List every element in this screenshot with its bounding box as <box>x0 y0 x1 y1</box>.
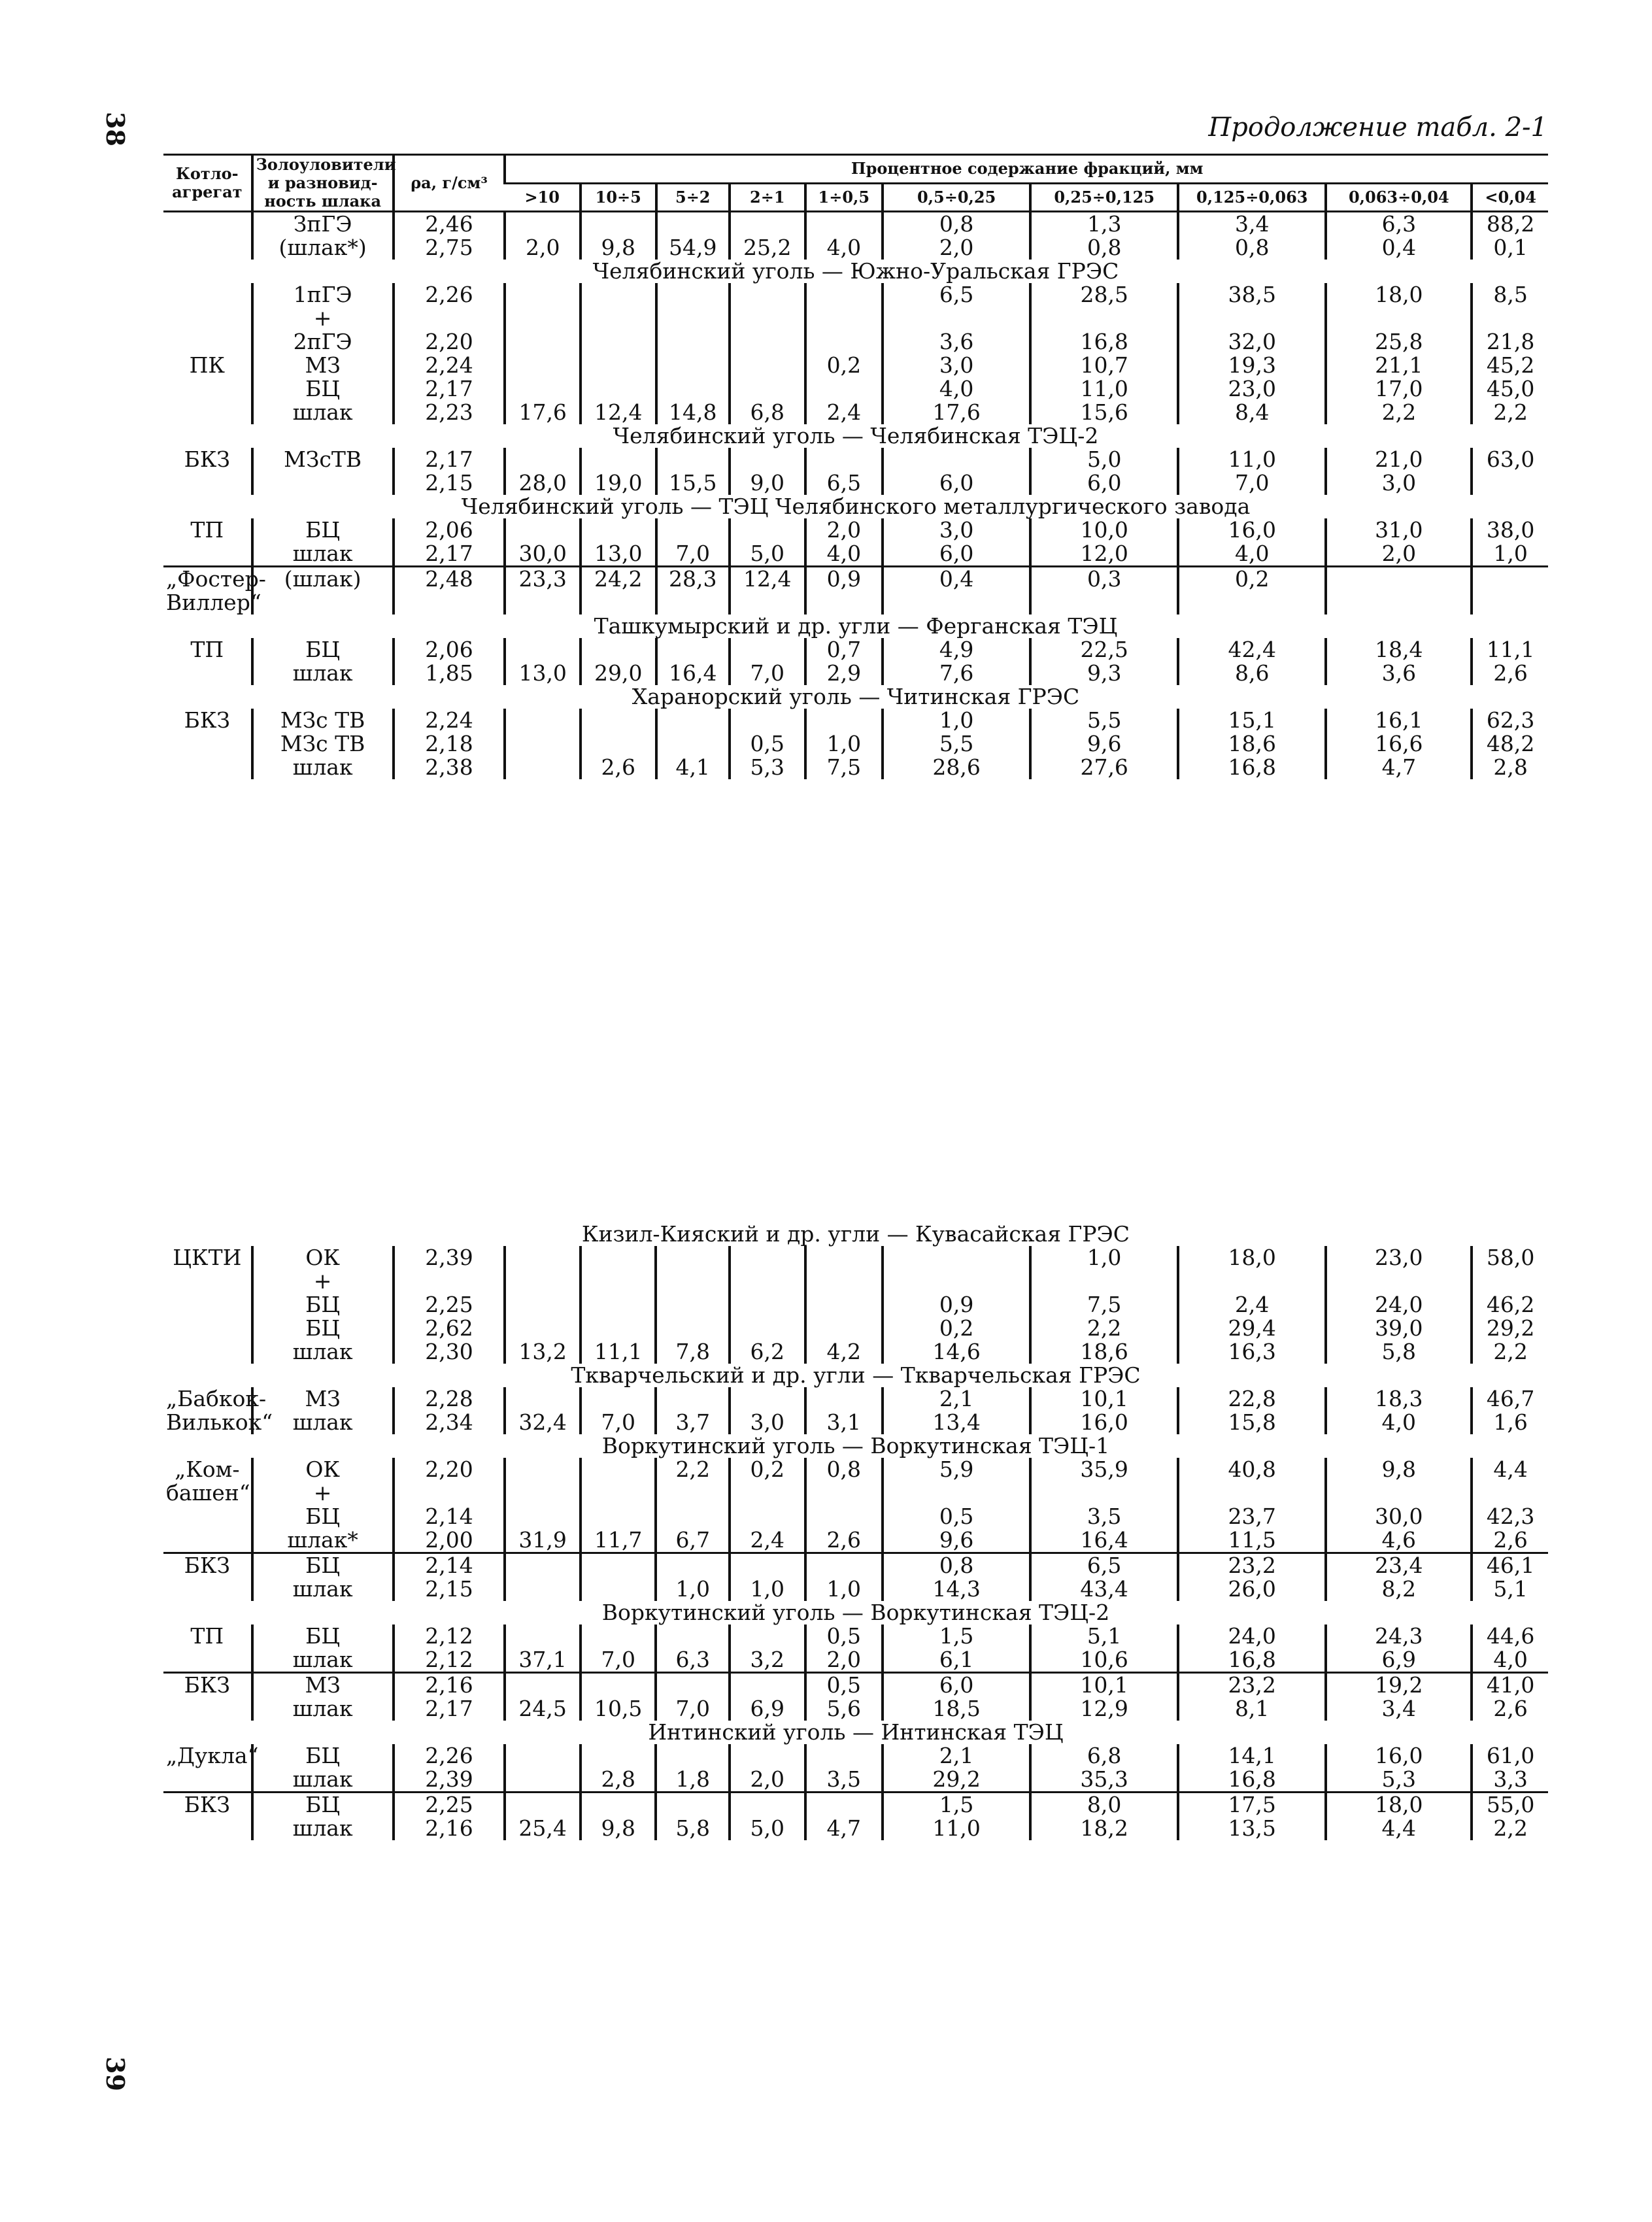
table-cell: 8,0 18,2 <box>1030 1793 1178 1841</box>
table-cell: 2,1 29,2 <box>883 1744 1030 1793</box>
table-cell: 2,6 <box>581 709 656 779</box>
table-cell: 2,0 <box>730 1744 805 1793</box>
table-cell: 2,0 <box>505 212 581 260</box>
table-cell: 16,4 <box>656 638 730 685</box>
table-cell: 1,3 0,8 <box>1030 212 1178 260</box>
table-cell: 22,8 15,8 <box>1178 1387 1326 1434</box>
table-cell: 2,26 2,39 <box>394 1744 505 1793</box>
header-fraction: 0,125÷0,063 <box>1178 183 1326 212</box>
table-cell: 18,0 4,4 <box>1326 1793 1472 1841</box>
table-cell: ПК <box>189 352 225 378</box>
table-cell: 40,8 23,7 11,5 <box>1178 1458 1326 1553</box>
table-cell: 4,0 <box>805 212 883 260</box>
table-cell: БКЗ <box>184 446 230 472</box>
table-cell: 46,7 1,6 <box>1472 1387 1548 1434</box>
table-cell: БЦ шлак <box>252 1553 394 1602</box>
table-cell: 0,2 2,4 <box>805 283 883 424</box>
table-cell: МЗ шлак <box>252 1673 394 1721</box>
table-cell: 31,0 2,0 <box>1326 518 1472 567</box>
table-cell: 12,4 <box>581 283 656 424</box>
table-cell: 18,3 4,0 <box>1326 1387 1472 1434</box>
table-cell: 0,2 2,4 <box>730 1458 805 1553</box>
table-cell: ТП <box>163 518 252 567</box>
table-cell: 23,2 8,1 <box>1178 1673 1326 1721</box>
table-cell: 13,0 <box>581 518 656 567</box>
table-cell: ЦКТИ <box>173 1245 242 1270</box>
header-boiler: Котло- агрегат <box>163 155 252 212</box>
table-cell: 25,4 <box>505 1793 581 1841</box>
table-cell <box>505 709 581 779</box>
section-heading: Ткварчельский и др. угли — Ткварчельская ГРЭС <box>571 1362 1141 1388</box>
table-cell: 17,6 <box>505 283 581 424</box>
table-cell: 1,0 5,5 28,6 <box>883 709 1030 779</box>
table-cell: 3,5 <box>805 1744 883 1793</box>
table-cell: 2,14 2,15 <box>394 1553 505 1602</box>
table-cell: 28,0 <box>505 448 581 495</box>
table-cell: „Бабкок- Вилькок“ <box>166 1386 273 1435</box>
table-cell: 6,5 <box>805 448 883 495</box>
table-cell: МЗс ТВ МЗс ТВ шлак <box>252 709 394 779</box>
fraction-table-top <box>163 154 1548 779</box>
table-cell: 9,8 30,0 4,6 <box>1326 1458 1472 1553</box>
section-heading: Челябинский уголь — ТЭЦ Челябинского металлургического завода <box>461 494 1251 519</box>
page-number-top: 38 <box>100 112 130 146</box>
header-fraction: 5÷2 <box>656 183 730 212</box>
table-cell: МЗсТВ <box>252 448 394 495</box>
table-cell: 9,0 <box>730 448 805 495</box>
table-cell: 4,1 <box>656 709 730 779</box>
table-cell: 6,3 0,4 <box>1326 212 1472 260</box>
table-cell: 6,5 43,4 <box>1030 1553 1178 1602</box>
table-cell: 1,0 <box>730 1553 805 1602</box>
table-row <box>163 1553 1548 1602</box>
table-cell: 0,8 2,6 <box>805 1458 883 1553</box>
table-cell <box>505 1744 581 1793</box>
section-heading-row <box>163 1721 1548 1744</box>
table-cell: 6,0 <box>883 448 1030 495</box>
table-cell: 62,3 48,2 2,8 <box>1472 709 1548 779</box>
table-cell: 2,06 2,17 <box>394 518 505 567</box>
table-cell: 28,3 <box>656 567 730 615</box>
table-cell: 31,9 <box>505 1458 581 1553</box>
table-cell: 2,48 <box>394 567 505 615</box>
header-collectors: Золоуловители и разновид- ность шлака <box>252 155 394 212</box>
table-cell: 5,0 6,0 <box>1030 448 1178 495</box>
table-cell: 6,8 <box>730 283 805 424</box>
table-cell: 0,8 14,3 <box>883 1553 1030 1602</box>
table-cell: 19,0 <box>581 448 656 495</box>
table-cell: (шлак) <box>252 567 394 615</box>
table-cell: 6,5 3,6 3,0 4,0 17,6 <box>883 283 1030 424</box>
table-cell: 17,5 13,5 <box>1178 1793 1326 1841</box>
table-cell: 7,0 <box>656 1673 730 1721</box>
table-cell: 16,1 16,6 4,7 <box>1326 709 1472 779</box>
continuation-title: Продолжение табл. 2-1 <box>1208 112 1547 143</box>
table-cell: 2,24 2,18 2,38 <box>394 709 505 779</box>
table-cell: 88,2 0,1 <box>1472 212 1548 260</box>
table-cell: 15,1 18,6 16,8 <box>1178 709 1326 779</box>
table-cell: 24,0 16,8 <box>1178 1624 1326 1673</box>
table-cell: 2,17 2,15 <box>394 448 505 495</box>
table-cell: 0,5 5,3 <box>730 709 805 779</box>
table-row <box>163 1624 1548 1673</box>
table-cell: 35,9 3,5 16,4 <box>1030 1458 1178 1553</box>
table-cell: 6,2 <box>730 1246 805 1364</box>
table-cell: 15,5 <box>656 448 730 495</box>
table-row <box>163 518 1548 567</box>
table-cell: „Фостер- Виллер“ <box>166 566 266 615</box>
table-cell: 11,7 <box>581 1458 656 1553</box>
table-row <box>163 567 1548 615</box>
table-cell: 46,1 5,1 <box>1472 1553 1548 1602</box>
table-cell: 1,8 <box>656 1744 730 1793</box>
table-cell: 6,3 <box>656 1624 730 1673</box>
table-cell: 10,0 12,0 <box>1030 518 1178 567</box>
table-row <box>163 1387 1548 1434</box>
table-cell: 2,16 2,17 <box>394 1673 505 1721</box>
table-cell: 11,1 2,6 <box>1472 638 1548 685</box>
table-cell: 1,0 <box>656 1553 730 1602</box>
page-number-bottom: 39 <box>100 2057 130 2091</box>
table-cell: ТП <box>163 1624 252 1673</box>
table-row <box>163 212 1548 260</box>
table-cell: 5,0 <box>730 1793 805 1841</box>
table-cell: БЦ шлак <box>252 1624 394 1673</box>
table-cell: 0,8 2,0 <box>883 212 1030 260</box>
table-cell: 41,0 2,6 <box>1472 1673 1548 1721</box>
table-cell: 10,5 <box>581 1673 656 1721</box>
table-cell: 7,0 <box>581 1624 656 1673</box>
table-cell <box>581 1553 656 1602</box>
table-cell: 1,0 <box>805 1553 883 1602</box>
table-cell: 23,0 24,0 39,0 5,8 <box>1326 1246 1472 1364</box>
section-heading: Челябинский уголь — Челябинская ТЭЦ-2 <box>613 423 1099 448</box>
table-cell: 19,2 3,4 <box>1326 1673 1472 1721</box>
header-fraction: >10 <box>505 183 581 212</box>
section-heading-row <box>163 260 1548 283</box>
table-cell: БЦ шлак <box>252 1744 394 1793</box>
table-cell: 3,0 6,0 <box>883 518 1030 567</box>
table-cell: 0,3 <box>1030 567 1178 615</box>
table-cell: 1,0 7,5 <box>805 709 883 779</box>
table-cell: 63,0 <box>1472 448 1548 495</box>
table-cell: БКЗ <box>184 1792 230 1817</box>
header-fraction: <0,04 <box>1472 183 1548 212</box>
table-row <box>163 1744 1548 1793</box>
table-cell: 2,12 2,12 <box>394 1624 505 1673</box>
table-cell: 10,1 12,9 <box>1030 1673 1178 1721</box>
table-cell: 0,7 2,9 <box>805 638 883 685</box>
table-cell: 61,0 3,3 <box>1472 1744 1548 1793</box>
table-cell: 2,46 2,75 <box>394 212 505 260</box>
table-cell: 3,2 <box>730 1624 805 1673</box>
section-heading-row <box>163 495 1548 518</box>
table-cell: 0,5 2,0 <box>805 1624 883 1673</box>
section-heading: Воркутинский уголь — Воркутинская ТЭЦ-1 <box>601 1433 1110 1458</box>
table-cell: 5,0 <box>730 518 805 567</box>
table-cell: 7,0 <box>656 518 730 567</box>
section-heading: Харанорский уголь — Читинская ГРЭС <box>632 684 1080 709</box>
table-cell: 5,8 <box>656 1793 730 1841</box>
table-cell: 0,4 <box>883 567 1030 615</box>
header-fraction: 1÷0,5 <box>805 183 883 212</box>
table-cell: 4,2 <box>805 1246 883 1364</box>
table-cell: 30,0 <box>505 518 581 567</box>
table-cell: 2,26 2,20 2,24 2,17 2,23 <box>394 283 505 424</box>
table-cell: 23,3 <box>505 567 581 615</box>
table-cell: 44,6 4,0 <box>1472 1624 1548 1673</box>
table-row <box>163 1793 1548 1841</box>
table-cell <box>1472 567 1548 615</box>
table-cell: 38,5 32,0 19,3 23,0 8,4 <box>1178 283 1326 424</box>
table-cell: 2,2 6,7 <box>656 1458 730 1553</box>
section-heading-row <box>163 424 1548 448</box>
table-row <box>163 1458 1548 1553</box>
section-heading-row <box>163 1222 1548 1246</box>
table-cell: БЦ шлак <box>252 518 394 567</box>
table-row <box>163 283 1548 424</box>
table-cell: „Ком- башен“ <box>163 1458 252 1553</box>
table-cell: ОК + БЦ шлак* <box>252 1458 394 1553</box>
table-cell: ТП <box>190 637 224 662</box>
header-fraction: 0,063÷0,04 <box>1326 183 1472 212</box>
table-cell: 58,0 46,2 29,2 2,2 <box>1472 1246 1548 1364</box>
table-cell: БКЗ <box>184 1553 230 1578</box>
table-cell: 2,25 2,16 <box>394 1793 505 1841</box>
table-cell: 24,5 <box>505 1673 581 1721</box>
table-cell: 37,1 <box>505 1624 581 1673</box>
table-cell: 7,0 <box>730 638 805 685</box>
table-cell: 4,9 7,6 <box>883 638 1030 685</box>
table-cell: 13,0 <box>505 638 581 685</box>
table-cell: 24,2 <box>581 567 656 615</box>
table-cell: 2,8 <box>581 1744 656 1793</box>
table-cell: БКЗ <box>184 707 230 733</box>
header-fraction: 0,25÷0,125 <box>1030 183 1178 212</box>
table-cell: „Дукла“ <box>163 1744 252 1793</box>
table-cell: 3,1 <box>805 1387 883 1434</box>
table-cell: БКЗ <box>184 1672 230 1698</box>
table-row <box>163 448 1548 495</box>
table-cell: 2,1 13,4 <box>883 1387 1030 1434</box>
table-cell: 2,06 1,85 <box>394 638 505 685</box>
table-cell: БЦ шлак <box>252 638 394 685</box>
table-cell: 42,4 8,6 <box>1178 638 1326 685</box>
table-cell: 11,1 <box>581 1246 656 1364</box>
section-heading-row <box>163 1364 1548 1387</box>
table-cell: 8,5 21,8 45,2 45,0 2,2 <box>1472 283 1548 424</box>
table-cell: 38,0 1,0 <box>1472 518 1548 567</box>
table-cell: 28,5 16,8 10,7 11,0 15,6 <box>1030 283 1178 424</box>
header-density: ρa, г/см³ <box>394 155 505 212</box>
table-row <box>163 1673 1548 1721</box>
table-cell: 2,0 4,0 <box>805 518 883 567</box>
table-cell: 18,4 3,6 <box>1326 638 1472 685</box>
table-cell: 7,8 <box>656 1246 730 1364</box>
table-cell: 11,0 7,0 <box>1178 448 1326 495</box>
table-cell: 6,0 18,5 <box>883 1673 1030 1721</box>
table-cell: 23,4 8,2 <box>1326 1553 1472 1602</box>
table-cell: 24,3 6,9 <box>1326 1624 1472 1673</box>
header-fraction: 2÷1 <box>730 183 805 212</box>
table-cell: 0,2 <box>1178 567 1326 615</box>
table-cell: 2,28 2,34 <box>394 1387 505 1434</box>
table-cell: 32,4 <box>505 1387 581 1434</box>
table-cell: 1пГЭ + 2пГЭ МЗ БЦ шлак <box>252 283 394 424</box>
table-cell: 1,0 7,5 2,2 18,6 <box>1030 1246 1178 1364</box>
table-cell: 16,0 4,0 <box>1178 518 1326 567</box>
table-cell: 5,1 10,6 <box>1030 1624 1178 1673</box>
table-cell: 4,7 <box>805 1793 883 1841</box>
table-cell: 3,4 0,8 <box>1178 212 1326 260</box>
table-cell: 1,5 11,0 <box>883 1793 1030 1841</box>
table-cell: 14,8 <box>656 283 730 424</box>
table-cell: 21,0 3,0 <box>1326 448 1472 495</box>
table-cell: 6,9 <box>730 1673 805 1721</box>
table-cell: 6,8 35,3 <box>1030 1744 1178 1793</box>
section-heading: Кизил-Кияский и др. угли — Кувасайская ГРЭС <box>581 1221 1130 1247</box>
table-cell: 1,5 6,1 <box>883 1624 1030 1673</box>
section-heading: Интинский уголь — Интинская ТЭЦ <box>648 1719 1064 1745</box>
section-heading-row <box>163 614 1548 638</box>
table-cell: ЗпГЭ (шлак*) <box>252 212 394 260</box>
table-cell: 10,1 16,0 <box>1030 1387 1178 1434</box>
table-top-section <box>163 154 1548 779</box>
table-cell <box>505 1553 581 1602</box>
table-cell: 54,9 <box>656 212 730 260</box>
table-cell: 5,9 0,5 9,6 <box>883 1458 1030 1553</box>
table-cell: 14,1 16,8 <box>1178 1744 1326 1793</box>
header-fractions-group: Процентное содержание фракций, мм <box>505 155 1548 184</box>
table-cell: МЗ шлак <box>252 1387 394 1434</box>
section-heading-row <box>163 685 1548 709</box>
table-cell: 13,2 <box>505 1246 581 1364</box>
table-cell: 18,0 2,4 29,4 16,3 <box>1178 1246 1326 1364</box>
section-heading-row <box>163 1434 1548 1458</box>
section-heading-row <box>163 1601 1548 1624</box>
table-cell: 23,2 26,0 <box>1178 1553 1326 1602</box>
table-cell: 5,5 9,6 27,6 <box>1030 709 1178 779</box>
table-cell: 4,4 42,3 2,6 <box>1472 1458 1548 1553</box>
table-cell: 55,0 2,2 <box>1472 1793 1548 1841</box>
table-row <box>163 638 1548 685</box>
table-cell: ОК + БЦ БЦ шлак <box>252 1246 394 1364</box>
table-cell: 7,0 <box>581 1387 656 1434</box>
table-cell: 3,7 <box>656 1387 730 1434</box>
table-cell: 9,8 <box>581 212 656 260</box>
table-cell: 2,20 2,14 2,00 <box>394 1458 505 1553</box>
table-row <box>163 1246 1548 1364</box>
table-cell: 16,0 5,3 <box>1326 1744 1472 1793</box>
table-cell <box>163 212 252 260</box>
table-row <box>163 709 1548 779</box>
header-fraction: 10÷5 <box>581 183 656 212</box>
table-bottom-section <box>163 1222 1548 1840</box>
section-heading: Воркутинский уголь — Воркутинская ТЭЦ-2 <box>601 1600 1110 1625</box>
table-cell: 0,9 <box>805 567 883 615</box>
table-cell: БЦ шлак <box>252 1793 394 1841</box>
table-cell: 12,4 <box>730 567 805 615</box>
table-cell: 25,2 <box>730 212 805 260</box>
fraction-table-bottom <box>163 1222 1548 1840</box>
section-heading: Челябинский уголь — Южно-Уральская ГРЭС <box>592 258 1119 284</box>
table-cell: 9,8 <box>581 1793 656 1841</box>
table-cell <box>1326 567 1472 615</box>
table-cell: 0,5 5,6 <box>805 1673 883 1721</box>
table-cell: 29,0 <box>581 638 656 685</box>
table-cell: 22,5 9,3 <box>1030 638 1178 685</box>
table-cell: 2,39 2,25 2,62 2,30 <box>394 1246 505 1364</box>
table-cell: 18,0 25,8 21,1 17,0 2,2 <box>1326 283 1472 424</box>
section-heading: Ташкумырский и др. угли — Ферганская ТЭЦ <box>594 613 1118 639</box>
header-fraction: 0,5÷0,25 <box>883 183 1030 212</box>
table-cell: 3,0 <box>730 1387 805 1434</box>
table-cell: 0,9 0,2 14,6 <box>883 1246 1030 1364</box>
